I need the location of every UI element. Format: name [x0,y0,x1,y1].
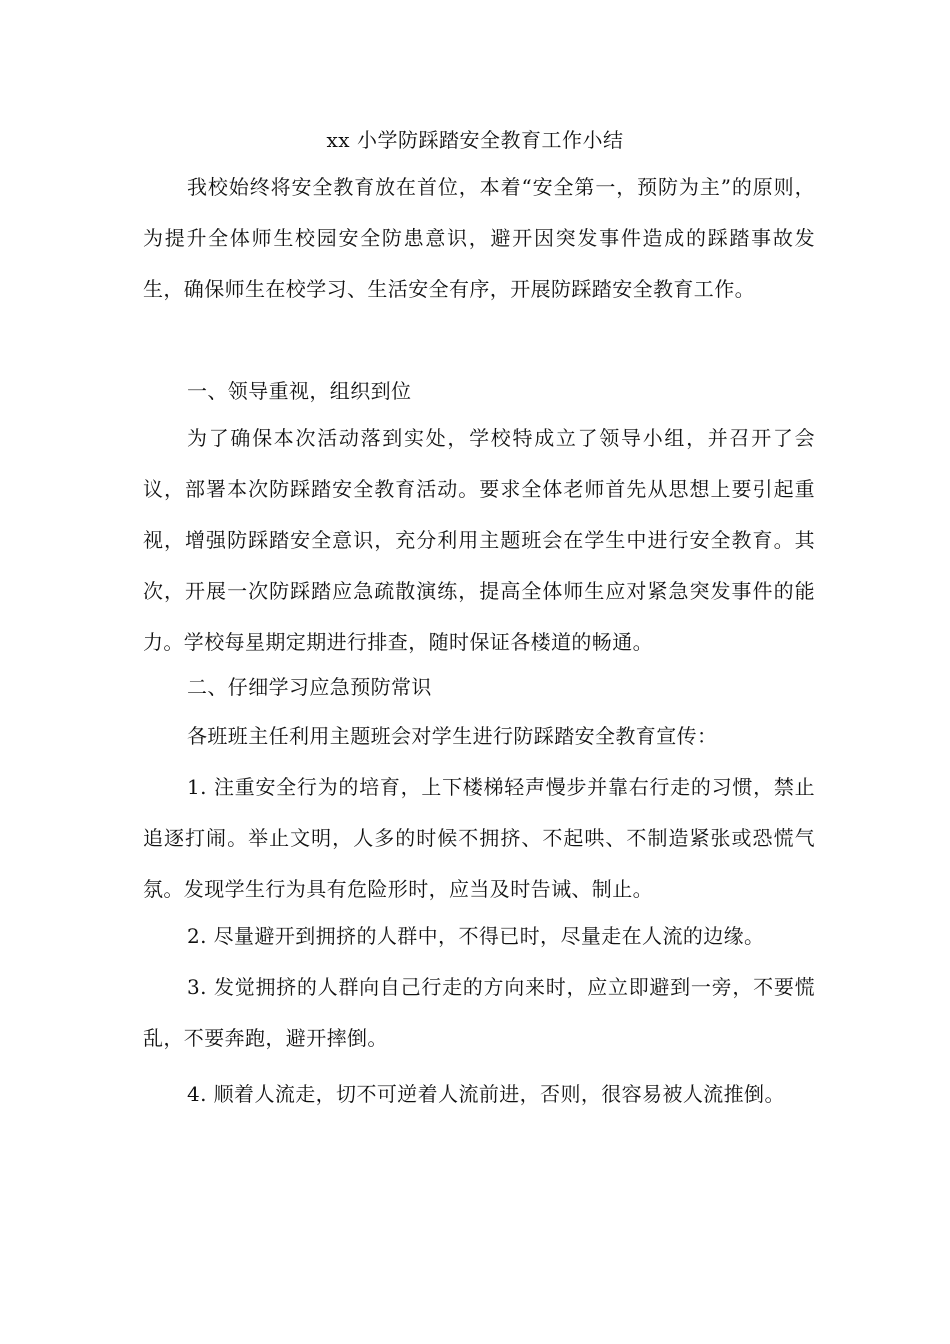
list-item-1: 1. 注重安全行为的培育，上下楼梯轻声慢步并靠右行走的习惯，禁止追逐打闹。举止文明，人多的时候不拥挤、不起哄、不制造紧张或恐慌气氛。发现学生行为具有危险形时，应当及时告诫、制止。 [143,775,815,901]
section-heading-2: 二、仔细学习应急预防常识 [187,675,432,699]
section2-intro-paragraph: 各班班主任利用主题班会对学生进行防踩踏安全教育宣传： [187,724,718,748]
document-title: xx 小学防踩踏安全教育工作小结 [326,128,624,152]
intro-paragraph: 我校始终将安全教育放在首位，本着“安全第一，预防为主”的原则，为提升全体师生校园安全防患意识，避开因突发事件造成的踩踏事故发生，确保师生在校学习、生活安全有序，开展防踩踏安全教育工作。 [143,175,815,301]
list-item-2: 2. 尽量避开到拥挤的人群中，不得已时，尽量走在人流的边缘。 [187,924,765,948]
section1-paragraph: 为了确保本次活动落到实处，学校特成立了领导小组，并召开了会议，部署本次防踩踏安全教育活动。要求全体老师首先从思想上要引起重视，增强防踩踏安全意识，充分利用主题班会在学生中进行安全教育。其次，开展一次防踩踏应急疏散演练，提高全体师生应对紧急突发事件的能力。学校每星期定期进行排查，随时保证各楼道的畅通。 [143,426,815,654]
section-heading-1: 一、领导重视，组织到位 [187,379,412,403]
list-item-3: 3. 发觉拥挤的人群向自己行走的方向来时，应立即避到一旁，不要慌乱，不要奔跑，避开摔倒。 [143,975,815,1050]
list-item-4: 4. 顺着人流走，切不可逆着人流前进，否则，很容易被人流推倒。 [187,1082,785,1106]
